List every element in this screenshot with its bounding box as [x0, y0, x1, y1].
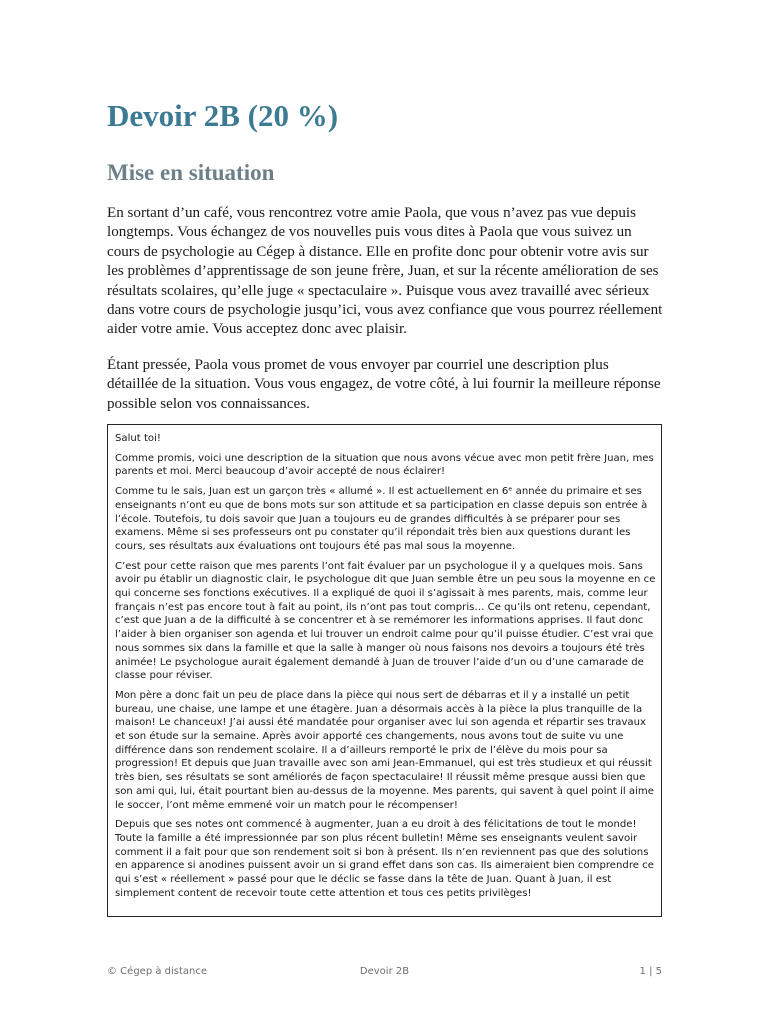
section-heading: Mise en situation [107, 160, 275, 185]
letter-paragraph: Comme promis, voici une description de la situation que nous avons vécue avec mon petit frère Juan, mes parents et moi. Merci beaucoup d’avoir accepté de nous éclairer! [115, 452, 654, 478]
intro-paragraph: Étant pressée, Paola vous promet de vous envoyer par courriel une description plus détaillée de la situation. Vous vous engagez, de votre côté, à lui fournir la meilleure réponse possible selon vos connaissances. [107, 357, 661, 412]
page-footer [107, 964, 662, 980]
letter-paragraph: Mon père a donc fait un peu de place dans la pièce qui nous sert de débarras et il y a installé un petit bureau, une chaise, une lampe et une étagère. Juan a désormais accès à la pièce la plus tranquille de la maison! Le chanceux! J’ai aussi été mandatée pour organiser avec lui son agenda et répartir ses travaux et son étude sur la semaine. Après avoir apporté ces changements, nous avons tout de suite vu une différence dans son rendement scolaire. Il a d’ailleurs remporté le prix de l’élève du mois pour sa progression! Et depuis que Juan travaille avec son ami Jean-Emmanuel, qui est très studieux et qui réussit très bien, ses résultats se sont améliorés de façon spectaculaire! Il réussit même presque aussi bien que son ami qui, lui, était pourtant bien au-dessus de la moyenne. Mes parents, qui savent à quel point il aime le soccer, l’ont même emmené voir un match pour le récompenser! [115, 689, 654, 811]
letter-paragraph: Comme tu le sais, Juan est un garçon très « allumé ». Il est actuellement en 6ᵉ année du primaire et ses enseignants n’ont eu que de bons mots sur son attitude et sa participation en classe depuis son entrée à l’école. Toutefois, tu dois savoir que Juan a toujours eu de grandes difficultés à se préparer pour ses examens. Même si ses professeurs ont pu constater qu’il répondait très bien aux questions durant les cours, ses résultats aux évaluations ont toujours été pas mal sous la moyenne. [115, 486, 648, 552]
page-title: Devoir 2B (20 %) [107, 98, 339, 133]
letter-greeting: Salut toi! [115, 433, 161, 444]
letter-paragraph: C’est pour cette raison que mes parents l’ont fait évaluer par un psychologue il y a quelques mois. Sans avoir pu établir un diagnostic clair, le psychologue dit que Juan semble être un peu sous la moyenne en ce qui concerne ses fonctions exécutives. Il a expliqué de quoi il s’agissait à mes parents, mais, comme leur français n’est pas encore tout à fait au point, ils n’ont pas tout compris… Ce qu’ils ont retenu, cependant, c’est que Juan a de la difficulté à se concentrer et à se remémorer les informations apprises. Il faut donc l’aider à bien organiser son agenda et lui trouver un endroit calme pour qu’il puisse étudier. C’est vrai que nous sommes six dans la famille et que la salle à manger où nous faisons nos devoirs a toujours été très animée! Le psychologue aurait également demandé à Juan de trouver l’aide d’un ou d’une camarade de classe pour réviser. [115, 560, 656, 682]
intro-paragraph: En sortant d’un café, vous rencontrez votre amie Paola, que vous n’avez pas vue depuis longtemps. Vous échangez de vos nouvelles puis vous dites à Paola que vous suivez un cours de psychologie au Cégep à distance. Elle en profite donc pour obtenir votre avis sur les problèmes d’apprentissage de son jeune frère, Juan, et sur la récente amélioration de ses résultats scolaires, qu’elle juge « spectaculaire ». Puisque vous avez travaillé avec sérieux dans votre cours de psychologie jusqu’ici, vous avez confiance que vous pourrez réellement aider votre amie. Vous acceptez donc avec plaisir. [107, 205, 663, 338]
letter-paragraph: Depuis que ses notes ont commencé à augmenter, Juan a eu droit à des félicitations de tout le monde! Toute la famille a été impressionnée par son plus récent bulletin! Même ses enseignants veulent savoir comment il a fait pour que son rendement soit si bon à présent. Ils n’en reviennent pas que des solutions en apparence si anodines puissent avoir un si grand effet dans son cas. Ils aimeraient bien comprendre ce qui s’est « réellement » passé pour que le déclic se fasse dans la tête de Juan. Quant à Juan, il est simplement content de recevoir toute cette attention et tous ces petits privilèges! [115, 819, 654, 899]
footer-page-number: 1 | 5 [639, 966, 662, 977]
footer-document-name: Devoir 2B [359, 966, 410, 977]
footer-copyright: © Cégep à distance [107, 966, 208, 977]
email-letter-box [107, 424, 662, 917]
